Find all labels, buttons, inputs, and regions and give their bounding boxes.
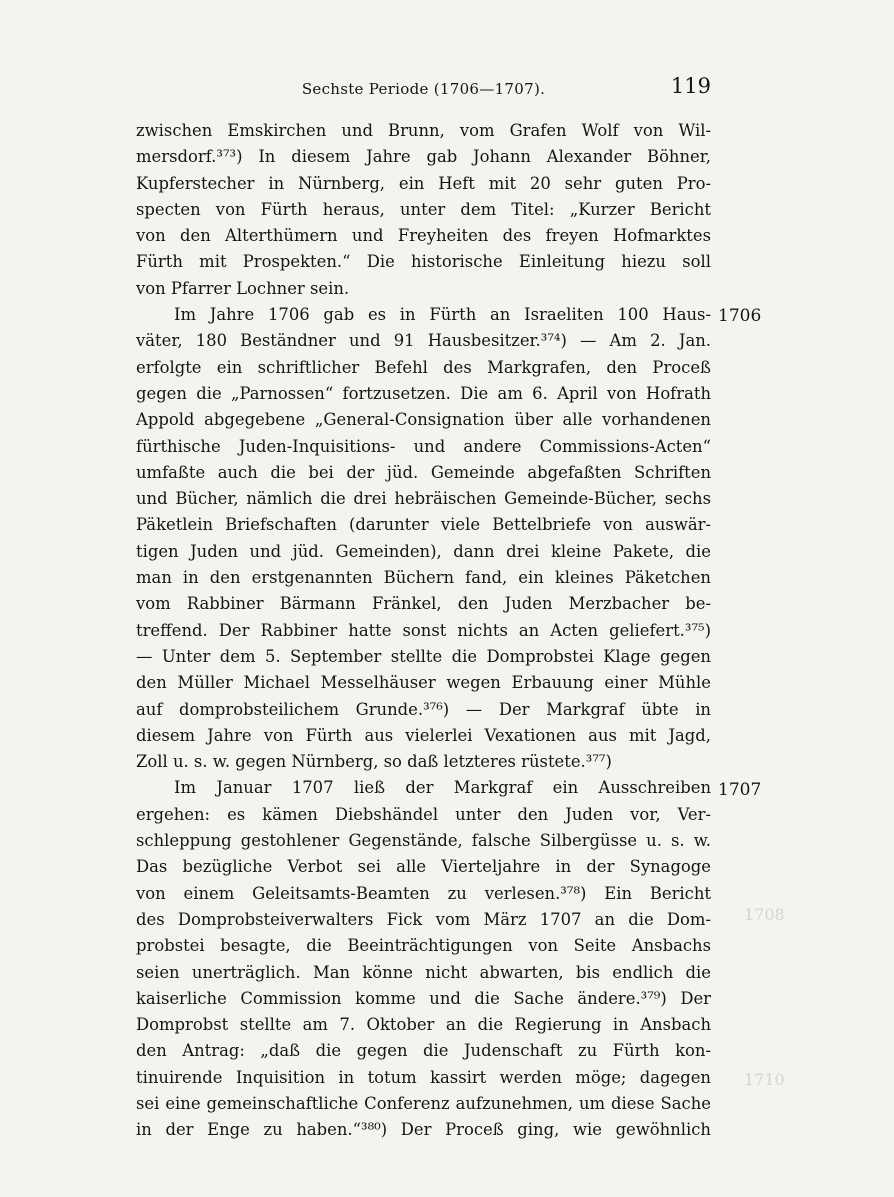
text-line: treffend. Der Rabbiner hatte sonst nichts an Acten geliefert.³⁷⁵)	[136, 620, 711, 640]
text-line: und Bücher, nämlich die drei hebräischen Gemeinde-Bücher, sechs	[136, 489, 711, 509]
page-header	[136, 72, 711, 106]
text-line: — Unter dem 5. September stellte die Domprobstei Klage gegen	[136, 646, 711, 666]
margin-year: 1707	[718, 779, 762, 800]
text-line: Kupferstecher in Nürnberg, ein Heft mit 20 sehr guten Pro-	[136, 173, 711, 193]
text-line: väter, 180 Beständner und 91 Hausbesitzer.³⁷⁴) — Am 2. Jan.	[136, 331, 711, 351]
body-text	[136, 118, 711, 1144]
text-line: sei eine gemeinschaftliche Conferenz aufzunehmen, um diese Sache	[136, 1093, 711, 1113]
text-line: Das bezügliche Verbot sei alle Vierteljahre in der Synagoge	[136, 857, 711, 877]
text-line: des Domprobsteiverwalters Fick vom März 1707 an die Dom-	[136, 909, 711, 929]
text-line: kaiserliche Commission komme und die Sache ändere.³⁷⁹) Der	[136, 988, 711, 1008]
text-line: Päketlein Briefschaften (darunter viele Bettelbriefe von auswär-	[136, 515, 711, 535]
text-line: von den Alterthümern und Freyheiten des freyen Hofmarktes	[136, 226, 711, 246]
bleed-through-mark: 1710	[744, 1070, 785, 1089]
text-line: Domprobst stellte am 7. Oktober an die Regierung in Ansbach	[136, 1015, 711, 1035]
margin-year: 1706	[718, 306, 762, 327]
text-line: Appold abgegebene „General-Consignation über alle vorhandenen	[136, 410, 711, 430]
text-line: schleppung gestohlener Gegenstände, falsche Silbergüsse u. s. w.	[136, 831, 711, 851]
text-line: Zoll u. s. w. gegen Nürnberg, so daß letzteres rüstete.³⁷⁷)	[136, 752, 612, 772]
running-title: Sechste Periode (1706—1707).	[301, 80, 546, 98]
text-line: auf domprobsteilichem Grunde.³⁷⁶) — Der Markgraf übte in	[136, 699, 711, 719]
bleed-through-mark: 1708	[744, 905, 785, 924]
text-line: von einem Geleitsamts-Beamten zu verlesen.³⁷⁸) Ein Bericht	[136, 883, 711, 903]
text-line: Im Jahre 1706 gab es in Fürth an Israeliten 100 Haus-	[174, 305, 711, 325]
text-line: probstei besagte, die Beeinträchtigungen von Seite Ansbachs	[136, 936, 711, 956]
text-line: diesem Jahre von Fürth aus vielerlei Vexationen aus mit Jagd,	[136, 725, 711, 745]
text-line: tigen Juden und jüd. Gemeinden), dann drei kleine Pakete, die	[136, 541, 711, 561]
text-line: mersdorf.³⁷³) In diesem Jahre gab Johann Alexander Böhner,	[136, 147, 711, 167]
text-line: specten von Fürth heraus, unter dem Titel: „Kurzer Bericht	[136, 199, 711, 219]
page-number: 119	[670, 74, 711, 98]
text-line: vom Rabbiner Bärmann Fränkel, den Juden Merzbacher be-	[136, 594, 711, 614]
text-line: ergehen: es kämen Diebshändel unter den Juden vor, Ver-	[136, 804, 711, 824]
text-line: in der Enge zu haben.“³⁸⁰) Der Proceß ging, wie gewöhnlich	[136, 1120, 711, 1140]
text-line: tinuirende Inquisition in totum kassirt werden möge; dagegen	[136, 1067, 711, 1087]
text-line: Fürth mit Prospekten.“ Die historische Einleitung hiezu soll	[136, 252, 711, 272]
text-line: den Antrag: „daß die gegen die Judenschaft zu Fürth kon-	[136, 1041, 711, 1061]
text-line: von Pfarrer Lochner sein.	[136, 278, 350, 298]
text-line: Im Januar 1707 ließ der Markgraf ein Ausschreiben	[174, 778, 711, 798]
text-line: den Müller Michael Messelhäuser wegen Erbauung einer Mühle	[136, 673, 711, 693]
text-line: umfaßte auch die bei der jüd. Gemeinde abgefaßten Schriften	[136, 462, 711, 482]
text-line: fürthische Juden-Inquisitions- und andere Commissions-Acten“	[136, 436, 711, 456]
text-line: erfolgte ein schriftlicher Befehl des Markgrafen, den Proceß	[136, 357, 711, 377]
text-line: man in den erstgenannten Büchern fand, ein kleines Päketchen	[136, 568, 711, 588]
text-line: seien unerträglich. Man könne nicht abwarten, bis endlich die	[136, 962, 711, 982]
text-line: zwischen Emskirchen und Brunn, vom Grafen Wolf von Wil-	[136, 121, 711, 140]
text-line: gegen die „Parnossen“ fortzusetzen. Die am 6. April von Hofrath	[136, 383, 711, 403]
